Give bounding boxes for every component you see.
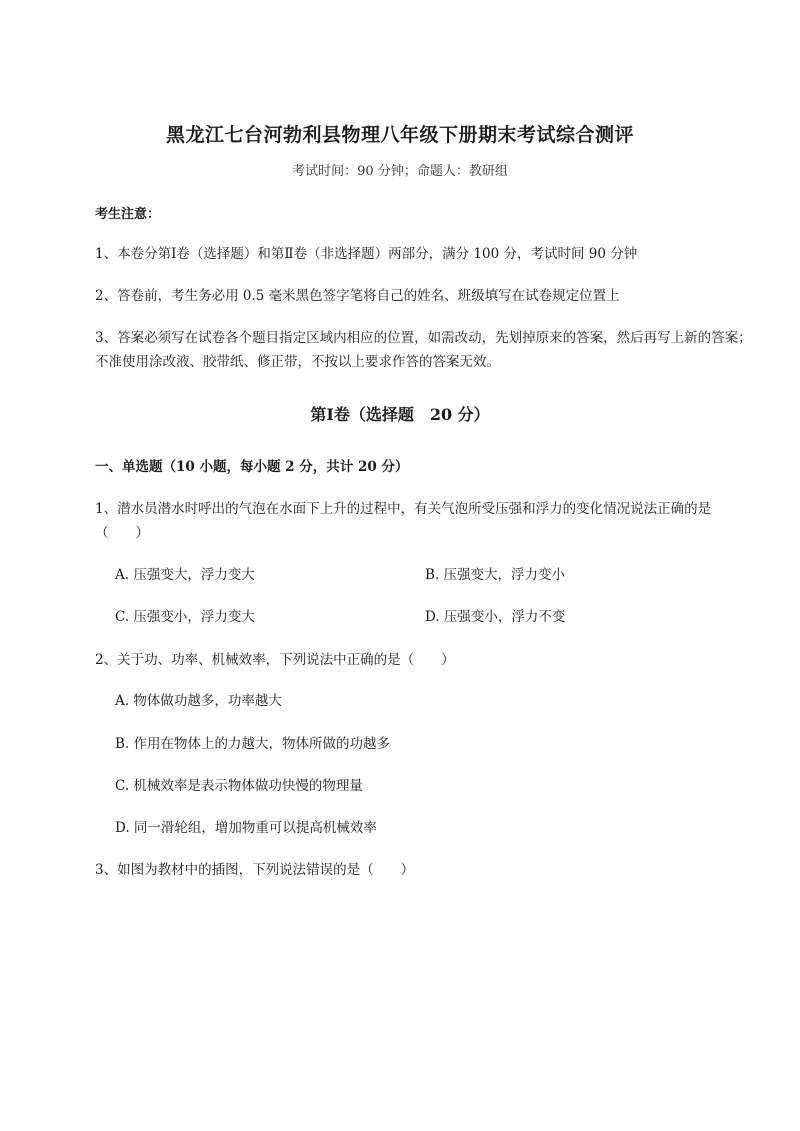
notice-item-1: 1、本卷分第Ⅰ卷（选择题）和第Ⅱ卷（非选择题）两部分，满分 100 分，考试时间 90 分钟	[95, 246, 638, 262]
notice-item-2: 2、答卷前，考生务必用 0.5 毫米黑色签字笔将自己的姓名、班级填写在试卷规定位置上	[95, 288, 620, 304]
exam-title: 黑龙江七台河勃利县物理八年级下册期末考试综合测评	[165, 124, 634, 146]
question-1-stem: 1、潜水员潜水时呼出的气泡在水面下上升的过程中，有关气泡所受压强和浮力的变化情况说法正确的是（ ）	[95, 501, 712, 541]
question-2-option-b[interactable]: B. 作用在物体上的力越大，物体所做的功越多	[115, 736, 391, 752]
notice-heading: 考生注意：	[95, 207, 161, 222]
question-1-option-a[interactable]: A. 压强变大，浮力变大	[115, 567, 255, 583]
question-2-option-c[interactable]: C. 机械效率是表示物体做功快慢的物理量	[115, 778, 363, 794]
section-title: 第Ⅰ卷（选择题 20 分）	[310, 405, 490, 424]
question-3-stem: 3、如图为教材中的插图，下列说法错误的是（ ）	[95, 862, 415, 878]
question-1-option-c[interactable]: C. 压强变小，浮力变大	[115, 609, 255, 625]
exam-subtitle: 考试时间：90 分钟；命题人：教研组	[292, 164, 508, 179]
question-2-option-d[interactable]: D. 同一滑轮组，增加物重可以提高机械效率	[115, 820, 377, 836]
part-heading: 一、单选题（10 小题，每小题 2 分，共计 20 分）	[95, 459, 409, 475]
notice-item-3: 3、答案必须写在试卷各个题目指定区域内相应的位置，如需改动，先划掉原来的答案，然后再写上新的答案；不准使用涂改液、胶带纸、修正带，不按以上要求作答的答案无效。	[95, 330, 752, 370]
question-1-option-b[interactable]: B. 压强变大，浮力变小	[425, 567, 566, 583]
question-2-stem: 2、关于功、功率、机械效率，下列说法中正确的是（ ）	[95, 652, 455, 668]
question-1-option-d[interactable]: D. 压强变小，浮力不变	[425, 609, 566, 625]
question-2-option-a[interactable]: A. 物体做功越多，功率越大	[115, 693, 282, 709]
